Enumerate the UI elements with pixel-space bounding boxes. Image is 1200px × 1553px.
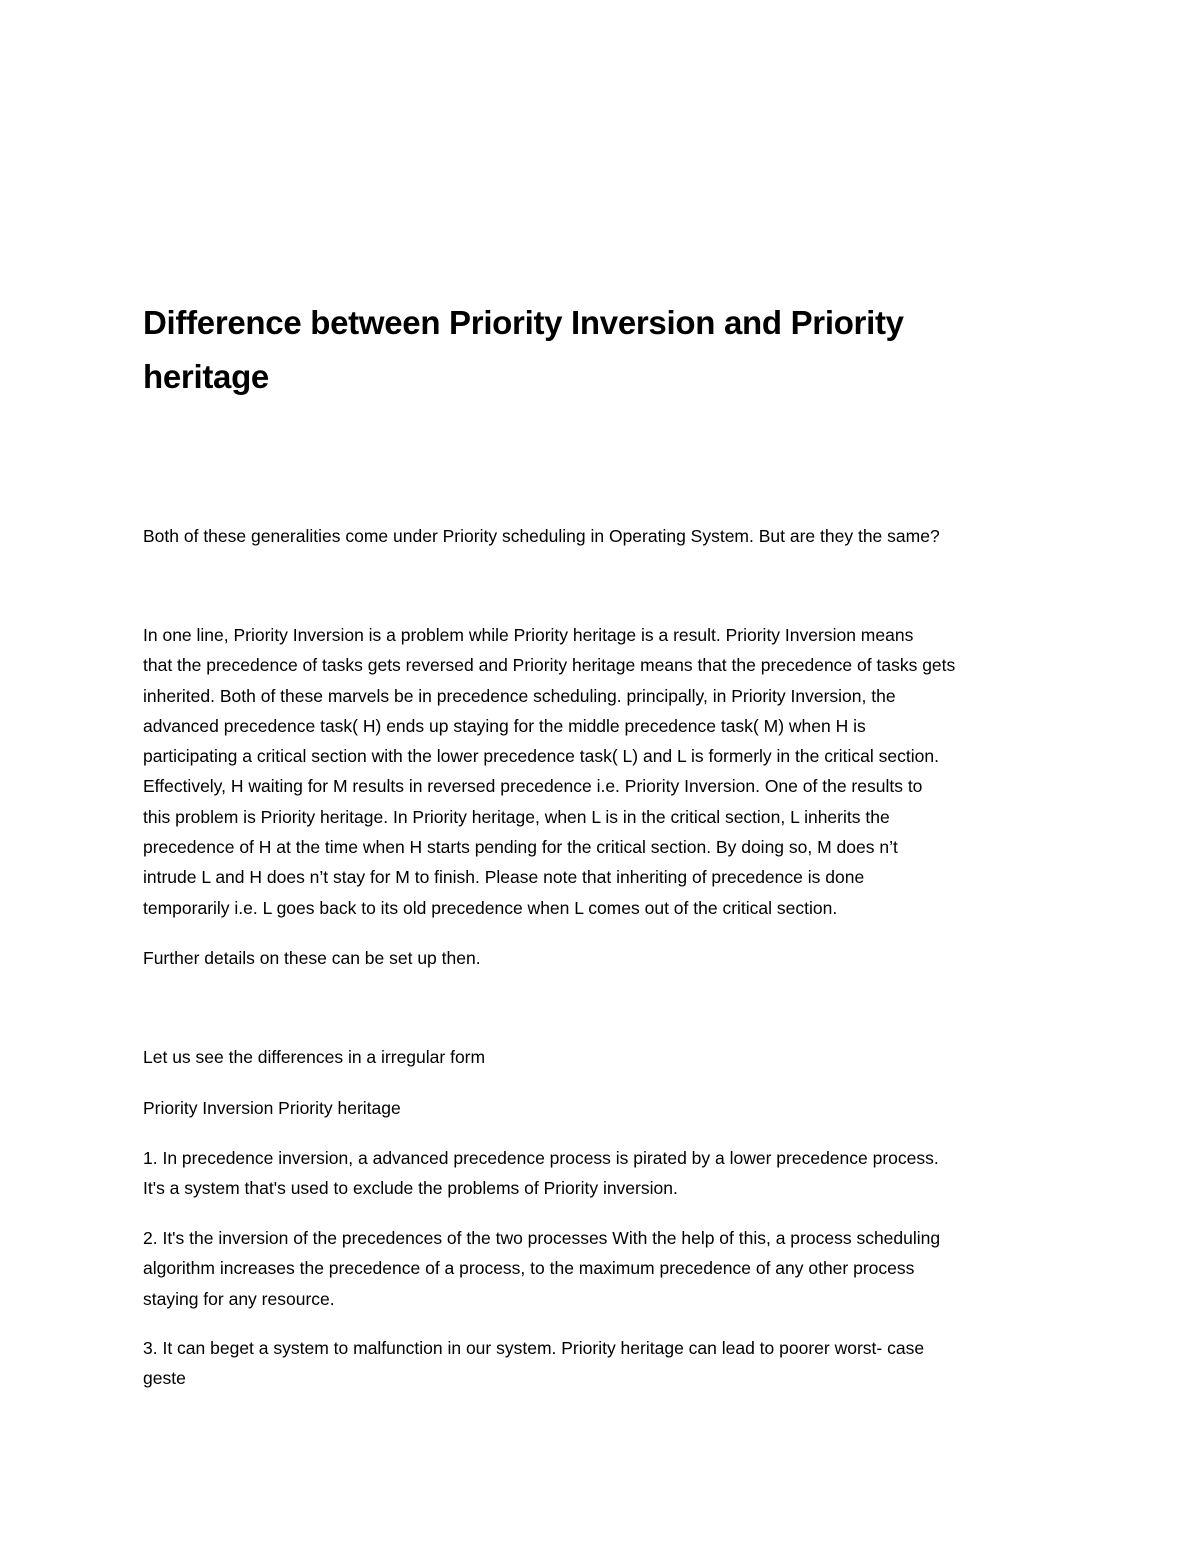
paragraph-line: participating a critical section with the lower precedence task( L) and L is formerly in the critical section. — [143, 746, 939, 767]
intro-line: Both of these generalities come under Priority scheduling in Operating System. But are they the same? — [143, 526, 940, 546]
title-line-1: Difference between Priority Inversion and Priority — [143, 304, 904, 341]
paragraph-line: inherited. Both of these marvels be in precedence scheduling. principally, in Priority Inversion, the — [143, 685, 896, 706]
title-line-2: heritage — [143, 358, 269, 395]
item-3-line: 3. It can beget a system to malfunction in our system. Priority heritage can lead to poorer worst- case — [143, 1338, 925, 1358]
difference-item-3 — [143, 1333, 1063, 1394]
item-2-line: staying for any resource. — [143, 1288, 335, 1309]
intro-paragraph — [143, 521, 1063, 551]
differences-intro-line: Let us see the differences in a irregular form — [143, 1047, 486, 1067]
paragraph-line: In one line, Priority Inversion is a problem while Priority heritage is a result. Priority Inversion means — [143, 625, 914, 645]
item-3-line: geste — [143, 1368, 186, 1389]
table-header — [143, 1093, 1063, 1123]
difference-item-2 — [143, 1223, 1063, 1314]
paragraph-line: intrude L and H does n’t stay for M to finish. Please note that inheriting of precedence is done — [143, 867, 865, 888]
further-details-line: Further details on these can be set up then. — [143, 948, 481, 968]
differences-intro — [143, 1042, 1063, 1072]
paragraph-line: Effectively, H waiting for M results in reversed precedence i.e. Priority Inversion. One of the results to — [143, 776, 923, 797]
difference-item-1 — [143, 1143, 1063, 1204]
item-1-line: It's a system that's used to exclude the problems of Priority inversion. — [143, 1178, 678, 1199]
main-paragraph — [143, 620, 1063, 923]
further-details — [143, 943, 1063, 973]
item-2-line: algorithm increases the precedence of a process, to the maximum precedence of any other process — [143, 1258, 915, 1279]
paragraph-line: this problem is Priority heritage. In Priority heritage, when L is in the critical section, L inherits the — [143, 806, 890, 827]
table-header-line: Priority Inversion Priority heritage — [143, 1098, 401, 1118]
paragraph-line: advanced precedence task( H) ends up staying for the middle precedence task( M) when H is — [143, 715, 866, 736]
paragraph-line: precedence of H at the time when H starts pending for the critical section. By doing so, M does n’t — [143, 837, 898, 858]
document-title — [143, 296, 1063, 404]
paragraph-line: that the precedence of tasks gets reversed and Priority heritage means that the precedence of tasks gets — [143, 655, 956, 676]
item-1-line: 1. In precedence inversion, a advanced precedence process is pirated by a lower precedence process. — [143, 1148, 939, 1168]
item-2-line: 2. It's the inversion of the precedences of the two processes With the help of this, a process scheduling — [143, 1228, 941, 1248]
paragraph-line: temporarily i.e. L goes back to its old precedence when L comes out of the critical section. — [143, 897, 838, 918]
